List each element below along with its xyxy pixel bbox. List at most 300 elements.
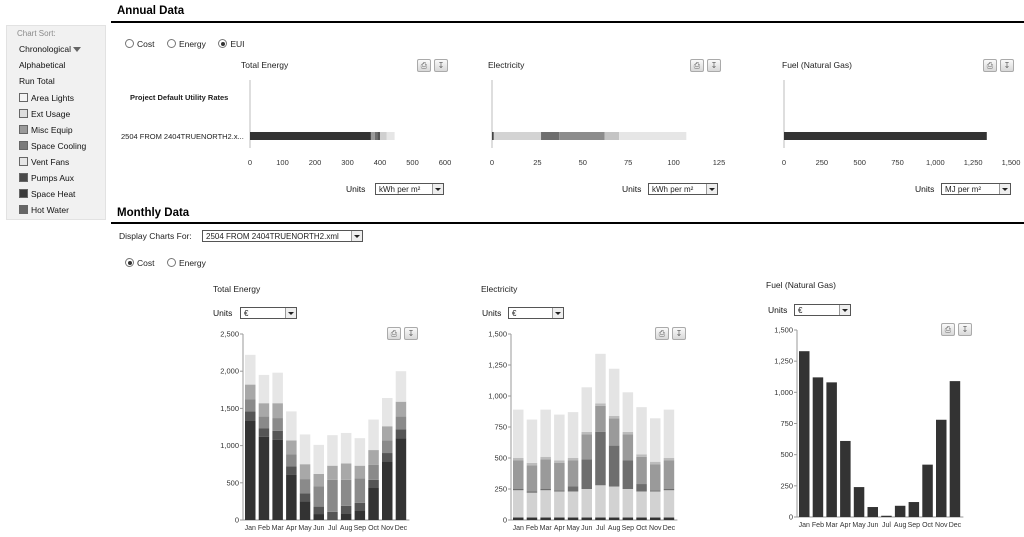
bar-segment (881, 516, 892, 517)
bar-segment (341, 433, 352, 464)
bar-segment (650, 518, 661, 520)
bar-segment (895, 506, 906, 517)
bar-segment (540, 490, 551, 517)
bar-segment (784, 132, 987, 140)
x-tick-label: 1,500 (1001, 158, 1021, 167)
bar-segment (664, 460, 675, 489)
x-tick-label: 0 (781, 158, 787, 167)
legend-label: Area Lights (31, 93, 74, 103)
bar-segment (341, 506, 352, 513)
download-icon: ↧ (710, 61, 718, 70)
printer-icon: ⎙ (693, 61, 701, 70)
legend-swatch-icon (19, 109, 28, 118)
bar-segment (272, 431, 283, 440)
bar-segment (650, 418, 661, 461)
bar-segment (582, 432, 593, 434)
chevron-down-icon (839, 305, 850, 315)
bar-segment (664, 489, 675, 490)
y-tick-label: 1,000 (220, 441, 239, 451)
legend-item[interactable] (19, 205, 69, 215)
bar-segment (609, 369, 620, 416)
annual-elec-units-select[interactable]: kWh per m² (648, 183, 718, 195)
radio-icon (167, 258, 176, 267)
bar-segment (396, 438, 407, 520)
bar-segment (664, 490, 675, 517)
bar-segment (387, 132, 395, 140)
bar-segment (854, 487, 865, 517)
monthly-fuel-units-label: Units (768, 305, 788, 315)
bar-segment (396, 417, 407, 430)
chevron-down-icon (706, 184, 717, 194)
bar-segment (259, 375, 270, 403)
monthly-divider (111, 222, 1024, 224)
x-tick-label: 1,250 (963, 158, 983, 167)
bar-segment (272, 440, 283, 520)
x-tick-label: May (298, 525, 312, 532)
legend-label: Space Cooling (31, 141, 87, 151)
monthly-total-units-select[interactable]: € (240, 307, 297, 319)
bar-segment (327, 435, 338, 466)
x-tick-label: 200 (308, 158, 322, 167)
annual-fuel-units-label: Units (915, 184, 935, 194)
monthly-elec-units-label: Units (482, 308, 502, 318)
bar-segment (650, 490, 661, 491)
annual-total-units-select[interactable]: kWh per m² (375, 183, 444, 195)
y-tick-label: 1,500 (774, 325, 793, 335)
bar-segment (582, 387, 593, 432)
bar-segment (636, 491, 647, 517)
bar-segment (623, 489, 634, 518)
legend-item[interactable] (19, 93, 74, 103)
bar-segment (527, 491, 538, 492)
monthly-fuel-units-select[interactable]: € (794, 304, 851, 316)
bar-segment (868, 507, 879, 517)
bar-segment (245, 420, 256, 520)
bar-segment (314, 445, 325, 474)
bar-segment (382, 461, 393, 520)
bar-segment (936, 420, 947, 517)
y-tick-label: 750 (780, 419, 793, 428)
x-tick-label: May (852, 522, 866, 529)
y-tick-label: 1,250 (488, 360, 507, 370)
bar-segment (377, 132, 380, 140)
bar-segment (527, 420, 538, 463)
bar-segment (582, 434, 593, 459)
bar-segment (327, 466, 338, 480)
annual-fuel-download-button[interactable] (1000, 59, 1014, 72)
monthly-total-units-label: Units (213, 308, 233, 318)
y-tick-label: 1,000 (774, 387, 793, 397)
x-tick-label: Mar (825, 522, 838, 529)
bar-segment (300, 493, 311, 501)
bar-segment (300, 479, 311, 493)
bar-segment (286, 455, 297, 467)
bar-segment (527, 463, 538, 465)
annual-total-download-button[interactable] (434, 59, 448, 72)
x-tick-label: Apr (839, 522, 851, 529)
bar-segment (540, 457, 551, 459)
bar-segment (245, 411, 256, 420)
bar-segment (314, 514, 325, 520)
y-tick-label: 1,500 (488, 329, 507, 339)
annual-fuel-title: Fuel (Natural Gas) (782, 60, 852, 70)
bar-segment (559, 132, 604, 140)
download-icon: ↧ (407, 329, 415, 338)
annual-elec-title: Electricity (488, 60, 525, 70)
bar-segment (554, 490, 565, 491)
bar-segment (609, 487, 620, 518)
bar-segment (619, 132, 686, 140)
legend-label: Vent Fans (31, 157, 70, 167)
bar-segment (568, 487, 579, 492)
bar-segment (382, 398, 393, 426)
annual-total-units-label: Units (346, 184, 366, 194)
monthly-elec-title: Electricity (481, 284, 518, 294)
x-tick-label: 0 (247, 158, 253, 167)
bar-segment (595, 354, 606, 404)
bar-segment (245, 385, 256, 400)
display-charts-label: Display Charts For: (119, 231, 192, 241)
radio-selected-icon (218, 39, 227, 48)
bar-segment (286, 466, 297, 474)
bar-segment (623, 392, 634, 432)
bar-segment (513, 410, 524, 458)
bar-segment (286, 411, 297, 440)
x-tick-label: Jul (327, 525, 337, 532)
annual-radio-eui[interactable]: EUI (218, 39, 244, 49)
download-icon: ↧ (1003, 61, 1011, 70)
monthly-elec-chart (478, 326, 693, 537)
x-tick-label: 100 (667, 158, 680, 167)
chevron-down-icon (999, 184, 1010, 194)
y-tick-label: 750 (494, 422, 507, 432)
annual-radio-energy[interactable]: Energy (167, 39, 206, 49)
bar-segment (540, 518, 551, 520)
bar-segment (664, 410, 675, 458)
legend-item[interactable] (19, 141, 86, 151)
bar-segment (609, 416, 620, 418)
x-tick-label: Jul (881, 522, 891, 529)
printer-icon: ⎙ (944, 325, 952, 334)
x-tick-label: Feb (811, 522, 824, 529)
bar-segment (527, 493, 538, 518)
sort-chronological-dropdown[interactable]: Chronological (19, 44, 81, 54)
bar-segment (554, 491, 565, 517)
bar-segment (327, 480, 338, 512)
bar-segment (368, 465, 379, 480)
bar-segment (582, 459, 593, 489)
y-tick-label: 1,000 (488, 391, 507, 401)
bar-segment (799, 351, 810, 517)
legend-swatch-icon (19, 93, 28, 102)
bar-segment (950, 381, 961, 517)
x-tick-label: 250 (815, 158, 829, 167)
bar-segment (300, 501, 311, 520)
bar-segment (314, 474, 325, 487)
bar-segment (382, 453, 393, 461)
bar-segment (245, 399, 256, 411)
bar-segment (513, 490, 524, 517)
monthly-data-title: Monthly Data (117, 207, 190, 219)
y-tick-label: 250 (780, 481, 793, 491)
bar-segment (355, 510, 366, 520)
bar-segment (664, 458, 675, 460)
radio-icon (125, 39, 134, 48)
legend-label: Pumps Aux (31, 173, 74, 183)
bar-segment (636, 454, 647, 456)
bar-segment (595, 406, 606, 432)
annual-elec-chart (478, 76, 728, 174)
y-tick-label: 250 (494, 484, 507, 494)
monthly-total-title: Total Energy (213, 284, 261, 294)
display-charts-select[interactable]: 2504 FROM 2404TRUENORTH2.xml (202, 230, 363, 242)
bar-segment (826, 382, 837, 517)
bar-segment (355, 466, 366, 479)
x-tick-label: 50 (578, 158, 587, 167)
bar-segment (371, 132, 375, 140)
annual-fuel-print-button[interactable] (983, 59, 997, 72)
download-icon: ↧ (675, 329, 683, 338)
y-tick-label: 0 (234, 515, 239, 525)
bar-segment (636, 484, 647, 491)
printer-icon: ⎙ (420, 61, 428, 70)
bar-segment (375, 132, 378, 140)
bar-segment (382, 440, 393, 453)
bar-segment (259, 417, 270, 429)
bar-segment (840, 441, 851, 517)
bar-segment (568, 491, 579, 517)
chart-sort-sidebar (6, 25, 106, 220)
bar-segment (382, 426, 393, 440)
x-tick-label: Jun (867, 522, 879, 529)
bar-segment (300, 464, 311, 479)
legend-item[interactable] (19, 109, 70, 119)
y-tick-label: 0 (502, 515, 507, 525)
x-tick-label: Aug (893, 522, 907, 529)
x-tick-label: Jan (798, 522, 810, 529)
bar-segment (300, 434, 311, 464)
legend-label: Ext Usage (31, 109, 71, 119)
legend-item[interactable] (19, 125, 73, 135)
bar-segment (813, 377, 824, 517)
x-tick-label: 400 (373, 158, 387, 167)
legend-label: Space Heat (31, 189, 76, 199)
annual-divider (111, 21, 1024, 23)
bar-segment (327, 512, 338, 519)
monthly-elec-units-select[interactable]: € (508, 307, 564, 319)
annual-total-title: Total Energy (241, 60, 289, 70)
x-tick-label: 600 (438, 158, 452, 167)
bar-segment (341, 513, 352, 520)
annual-radio-group (125, 34, 253, 52)
bar-segment (341, 480, 352, 506)
bar-segment (368, 450, 379, 465)
bar-segment (595, 518, 606, 520)
annual-elec-download-button[interactable] (707, 59, 721, 72)
bar-segment (636, 518, 647, 520)
annual-total-chart (236, 76, 460, 174)
x-tick-label: May (566, 525, 580, 532)
bar-segment (286, 440, 297, 454)
download-icon: ↧ (961, 325, 969, 334)
x-tick-label: Nov (649, 525, 662, 532)
bar-segment (636, 407, 647, 454)
bar-segment (250, 132, 371, 140)
bar-segment (582, 518, 593, 520)
monthly-radio-cost[interactable]: Cost (125, 258, 154, 268)
bar-segment (540, 489, 551, 490)
radio-selected-icon (125, 258, 134, 267)
legend-item[interactable] (19, 189, 75, 199)
bar-segment (605, 132, 620, 140)
printer-icon: ⎙ (986, 61, 994, 70)
bar-segment (540, 410, 551, 457)
bar-segment (609, 418, 620, 445)
row-group-label: Project Default Utility Rates (130, 93, 229, 102)
bar-segment (286, 475, 297, 520)
bar-segment (609, 446, 620, 487)
bar-segment (650, 462, 661, 464)
printer-icon: ⎙ (390, 329, 398, 338)
bar-segment (595, 485, 606, 517)
bar-segment (513, 460, 524, 489)
monthly-total-chart (210, 326, 425, 537)
bar-segment (595, 403, 606, 405)
legend-swatch-icon (19, 173, 28, 182)
x-tick-label: Sep (353, 525, 367, 532)
legend-label: Misc Equip (31, 125, 73, 135)
x-tick-label: Oct (922, 522, 933, 529)
bar-segment (396, 429, 407, 438)
bar-segment (259, 428, 270, 436)
bar-segment (527, 465, 538, 491)
x-tick-label: Dec (662, 525, 676, 532)
bar-segment (554, 460, 565, 462)
bar-segment (492, 132, 494, 140)
bar-segment (609, 518, 620, 520)
x-tick-label: Nov (381, 525, 394, 532)
bar-segment (540, 459, 551, 489)
bar-segment (355, 438, 366, 466)
x-tick-label: 100 (276, 158, 289, 167)
bar-segment (650, 464, 661, 490)
bar-segment (259, 437, 270, 520)
bar-segment (314, 487, 325, 507)
bar-segment (636, 457, 647, 484)
bar-segment (259, 403, 270, 416)
bar-segment (368, 488, 379, 520)
bar-segment (380, 132, 387, 140)
bar-segment (513, 518, 524, 520)
x-tick-label: 1,000 (925, 158, 945, 167)
x-tick-label: Mar (271, 525, 284, 532)
x-tick-label: Oct (636, 525, 647, 532)
monthly-radio-energy[interactable]: Energy (167, 258, 206, 268)
monthly-fuel-title: Fuel (Natural Gas) (766, 280, 836, 290)
x-tick-label: 75 (624, 158, 633, 167)
y-tick-label: 1,500 (220, 403, 239, 413)
annual-data-title: Annual Data (117, 5, 185, 17)
bar-segment (664, 518, 675, 520)
y-tick-label: 500 (226, 478, 239, 488)
x-tick-label: Jan (244, 525, 256, 532)
x-tick-label: 25 (533, 158, 542, 167)
chevron-down-icon (285, 308, 296, 318)
bar-segment (368, 420, 379, 451)
annual-fuel-units-select[interactable]: MJ per m² (941, 183, 1011, 195)
y-tick-label: 500 (780, 450, 793, 460)
bar-segment (623, 518, 634, 520)
bar-segment (568, 518, 579, 520)
y-tick-label: 2,500 (220, 329, 239, 339)
x-tick-label: Jun (581, 525, 593, 532)
bar-segment (623, 460, 634, 489)
bar-segment (541, 132, 559, 140)
bar-segment (513, 489, 524, 490)
bar-segment (582, 489, 593, 518)
sort-alphabetical[interactable]: Alphabetical (19, 60, 66, 70)
bar-segment (527, 518, 538, 520)
x-tick-label: Apr (285, 525, 297, 532)
x-tick-label: Nov (935, 522, 948, 529)
bar-segment (554, 518, 565, 520)
y-tick-label: 0 (788, 512, 793, 522)
bar-segment (396, 402, 407, 417)
x-tick-label: Sep (907, 522, 921, 529)
bar-segment (568, 458, 579, 460)
x-tick-label: Feb (525, 525, 538, 532)
bar-segment (355, 478, 366, 503)
bar-segment (355, 503, 366, 510)
bar-segment (494, 132, 541, 140)
legend-label: Hot Water (31, 205, 69, 215)
annual-row-label: 2504 FROM 2404TRUENORTH2.x... (121, 132, 244, 141)
x-tick-label: 500 (406, 158, 419, 167)
monthly-radio-group (125, 253, 214, 271)
y-tick-label: 2,000 (220, 366, 239, 376)
x-tick-label: Aug (339, 525, 353, 532)
chevron-down-icon (552, 308, 563, 318)
x-tick-label: Dec (394, 525, 408, 532)
bar-segment (272, 418, 283, 431)
bar-segment (396, 371, 407, 402)
bar-segment (623, 432, 634, 434)
bar-segment (368, 480, 379, 488)
x-tick-label: Jan (512, 525, 524, 532)
x-tick-label: Sep (621, 525, 635, 532)
chevron-down-icon (73, 47, 81, 52)
x-tick-label: Aug (607, 525, 621, 532)
monthly-fuel-chart (764, 322, 979, 537)
sort-run-total[interactable]: Run Total (19, 76, 55, 86)
legend-item[interactable] (19, 173, 74, 183)
bar-segment (272, 373, 283, 404)
x-tick-label: Jun (313, 525, 325, 532)
x-tick-label: 125 (712, 158, 726, 167)
legend-swatch-icon (19, 125, 28, 134)
annual-radio-cost[interactable]: Cost (125, 39, 154, 49)
x-tick-label: 0 (489, 158, 495, 167)
legend-item[interactable] (19, 157, 69, 167)
annual-elec-print-button[interactable] (690, 59, 704, 72)
annual-total-print-button[interactable] (417, 59, 431, 72)
bar-segment (909, 502, 920, 517)
bar-segment (922, 465, 933, 517)
bar-segment (513, 458, 524, 460)
chart-sort-title: Chart Sort: (17, 29, 56, 38)
x-tick-label: Jul (595, 525, 605, 532)
bar-segment (341, 463, 352, 479)
